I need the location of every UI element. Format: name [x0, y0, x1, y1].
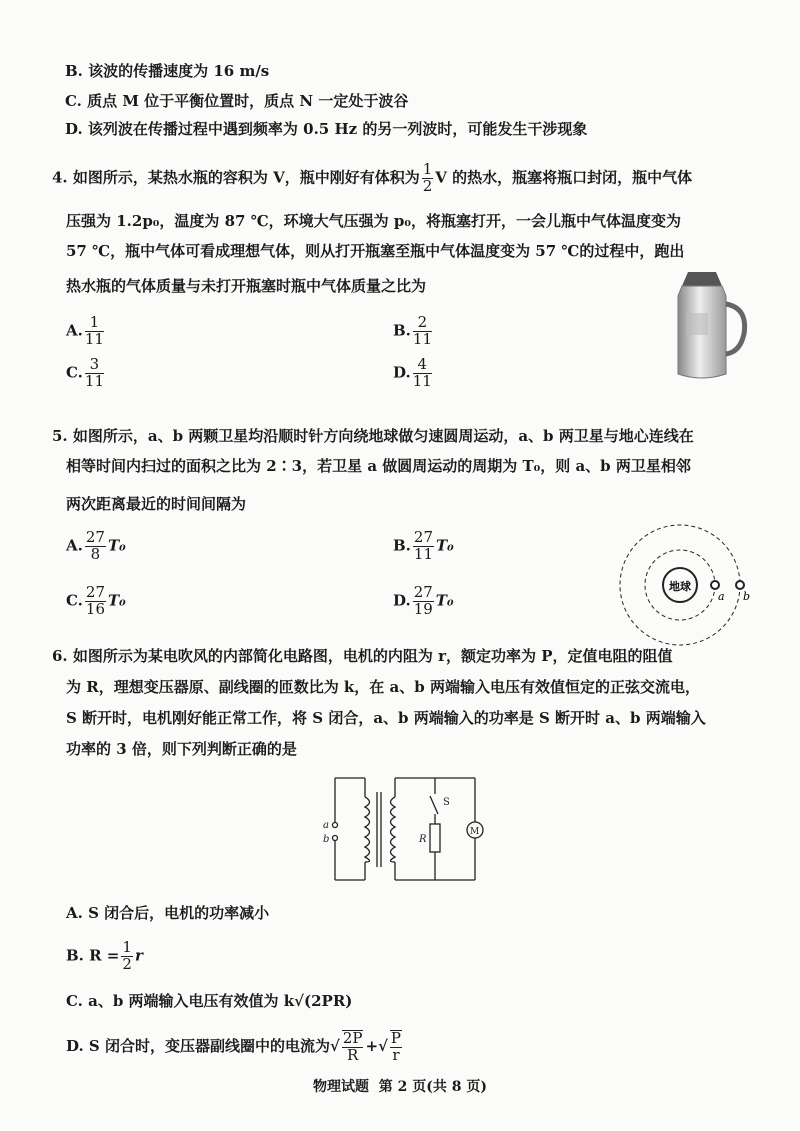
q4-line2: 压强为 1.2p₀，温度为 87 ℃，环境大气压强为 p₀，将瓶塞打开，一会儿瓶中气体温度变为 [66, 212, 681, 230]
q6-option-b [66, 940, 143, 973]
q5-option-d [393, 585, 454, 618]
frac-num: 1 [122, 938, 132, 956]
frac-den: 11 [84, 371, 104, 390]
terminal-b: b [323, 834, 330, 845]
q5-line3: 两次距离最近的时间间隔为 [66, 495, 247, 513]
frac-num: P [390, 1029, 402, 1047]
satellite-b [736, 581, 744, 589]
frac-num: 2P [342, 1029, 363, 1047]
opt-label: D. [393, 591, 411, 610]
satellite-a [711, 581, 719, 589]
q4-fraction [422, 162, 434, 195]
opt-label: A. [66, 536, 83, 555]
q4-option-a [66, 315, 106, 348]
frac-den: 11 [413, 544, 433, 563]
terminal-a: a [323, 820, 329, 831]
opt-text: D. S 闭合时，变压器副线圈中的电流为 [66, 1036, 330, 1055]
q6-line1: 6. 如图所示为某电吹风的内部简化电路图，电机的内阻为 r，额定功率为 P，定值电阻的阻值 [52, 647, 673, 665]
frac-num: 3 [85, 357, 104, 374]
opt-label: D. [393, 363, 411, 382]
frac-den: r [392, 1045, 400, 1064]
frac-num: 1 [422, 160, 433, 178]
unit: T₀ [435, 591, 454, 610]
frac-den: 19 [413, 599, 433, 618]
q3-option-b: B. 该波的传播速度为 16 m/s [65, 62, 270, 80]
q5-option-a [66, 530, 126, 563]
q4-line4: 热水瓶的气体质量与未打开瓶塞时瓶中气体质量之比为 [66, 277, 427, 295]
q6-line4: 功率的 3 倍，则下列判断正确的是 [66, 740, 297, 758]
resistor-r-label: R [419, 834, 427, 845]
q6-option-c: C. a、b 两端输入电压有效值为 k√(2PR) [66, 992, 353, 1010]
q6-line2: 为 R，理想变压器原、副线圈的匝数比为 k，在 a、b 两端输入电压有效值恒定的正弦交流电， [66, 678, 700, 696]
opt-text: B. R = [66, 946, 120, 965]
opt-label: B. [393, 321, 411, 340]
frac-den: 11 [412, 329, 432, 348]
q4-option-c [66, 357, 106, 390]
q5-line1: 5. 如图所示，a、b 两颗卫星均沿顺时针方向绕地球做匀速圆周运动，a、b 两卫星与地心连线在 [52, 427, 694, 445]
q5-option-c [66, 585, 126, 618]
motor-label: M [470, 827, 480, 837]
opt-label: A. [66, 321, 83, 340]
plus: + [365, 1036, 379, 1055]
unit: T₀ [108, 591, 126, 610]
opt-label: C. [66, 363, 83, 382]
frac-den: 16 [85, 599, 105, 618]
q5-option-b [393, 530, 454, 563]
q4-option-b [393, 315, 434, 348]
page-footer: 物理试题 第 2 页(共 8 页) [313, 1079, 487, 1095]
frac-den: 8 [90, 544, 101, 563]
switch-s-label: S [443, 797, 450, 808]
frac-den: 11 [412, 371, 432, 390]
frac-num: 4 [413, 357, 432, 374]
q4-text-a: 4. 如图所示，某热水瓶的容积为 V，瓶中刚好有体积为 [52, 168, 420, 187]
unit: T₀ [436, 536, 454, 555]
frac-den: 11 [84, 329, 104, 348]
opt-var: r [134, 946, 143, 965]
unit: T₀ [107, 536, 126, 555]
frac-num: 27 [85, 583, 105, 601]
q3-option-c: C. 质点 M 位于平衡位置时，质点 N 一定处于波谷 [65, 92, 409, 110]
label-b: b [743, 590, 750, 603]
q6-line3: S 断开时，电机刚好能正常工作，将 S 闭合，a、b 两端输入的功率是 S 断开时 a、b 两端输入 [66, 709, 706, 727]
q3-option-d: D. 该列波在传播过程中遇到频率为 0.5 Hz 的另一列波时，可能发生干涉现象 [65, 120, 588, 138]
q4-option-d [393, 357, 434, 390]
q6-option-d: D. S 闭合时，变压器副线圈中的电流为√ $\frac{2P}{R}$ +√ $\frac{P}{r}$ [66, 1029, 402, 1064]
frac-num: 27 [413, 583, 433, 601]
earth-label: 地球 [669, 580, 691, 593]
orbit-diagram [610, 520, 750, 655]
frac-num: 27 [413, 528, 433, 546]
q4-line1 [52, 162, 692, 195]
opt-label: B. [393, 536, 411, 555]
q6-option-a: A. S 闭合后，电机的功率减小 [66, 904, 270, 922]
label-a: a [718, 590, 725, 603]
frac-den: 2 [122, 954, 132, 973]
q5-line2: 相等时间内扫过的面积之比为 2∶3，若卫星 a 做圆周运动的周期为 T₀，则 a、b 两卫星相邻 [66, 457, 691, 475]
opt-label: C. [66, 591, 83, 610]
frac-num: 2 [413, 315, 432, 332]
q4-text-b: V 的热水，瓶塞将瓶口封闭，瓶中气体 [435, 168, 693, 187]
q4-line3: 57 ℃，瓶中气体可看成理想气体，则从打开瓶塞至瓶中气体温度变为 57 ℃的过程中，跑出 [66, 242, 685, 260]
frac-num: 1 [85, 315, 104, 332]
frac-den: 2 [422, 176, 433, 195]
frac-num: 27 [85, 528, 105, 546]
circuit-diagram [305, 772, 495, 890]
frac-den: R [347, 1045, 359, 1064]
thermos-image [660, 268, 750, 383]
